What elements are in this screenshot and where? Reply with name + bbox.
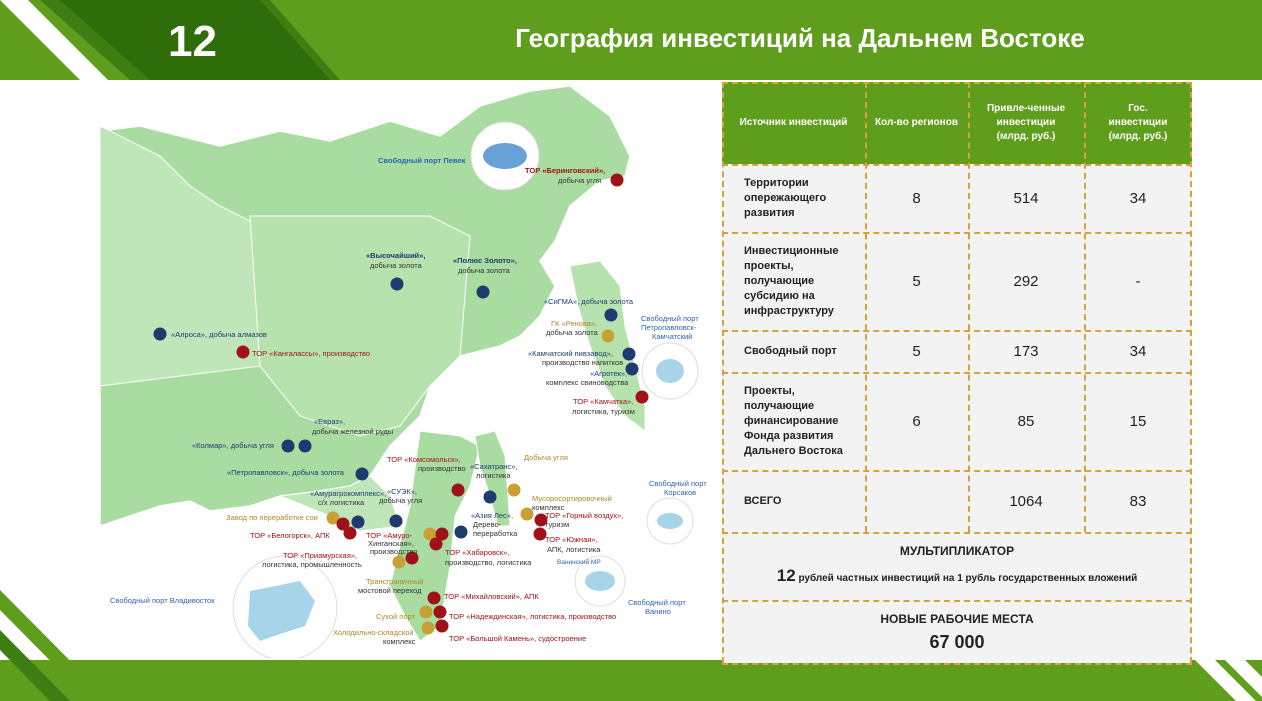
marker-nadezh: [434, 606, 447, 619]
table-row: [722, 232, 1192, 330]
row-state: 15: [1129, 412, 1147, 430]
label-evraz-1: «Евраз»,: [314, 417, 346, 426]
marker-sigma: [605, 309, 618, 322]
marker-bkamen: [436, 620, 449, 633]
label-amurkhin-1: ТОР «Амуро-: [366, 531, 413, 540]
row-source: Свободный порт: [744, 344, 837, 357]
label-soy: Завод по переработке сои: [226, 513, 318, 522]
divider: [722, 232, 1192, 234]
marker-kangalassy: [237, 346, 250, 359]
marker-petropavlovsk: [356, 468, 369, 481]
marker-evraz-2: [299, 440, 312, 453]
label-belogorsk: ТОР «Белогорск», АПК: [250, 531, 330, 540]
label-khab-2: производство, логистика: [445, 558, 532, 567]
label-agrotek-2: комплекс свиноводства: [546, 378, 629, 387]
row-state: 34: [1129, 189, 1147, 207]
row-source: Инвестиционные проекты, получающие субсидию на инфраструктуру: [744, 244, 839, 317]
divider: [1084, 82, 1086, 532]
label-transgr-2: мостовой переход: [358, 586, 422, 595]
header-source: Источник инвестиций: [739, 117, 848, 128]
marker-alrosa: [154, 328, 167, 341]
label-priamur-2: логистика, промышленность: [262, 560, 362, 569]
label-kamchatka-2: логистика, туризм: [572, 407, 635, 416]
row-source: Территории опережающего развития: [744, 176, 827, 219]
marker-beringovsky: [611, 174, 624, 187]
divider: [722, 470, 1192, 472]
label-korsakov-2: Корсаков: [664, 488, 697, 497]
label-evraz-2: добыча железной руды: [312, 427, 394, 436]
marker-suzoy: [420, 606, 433, 619]
marker-amuragro: [352, 516, 365, 529]
label-kamchatka-1: ТОР «Камчатка»,: [573, 397, 634, 406]
marker-renova: [602, 330, 615, 343]
far-east-map: [100, 86, 720, 658]
label-transgr-1: Трансграничный: [366, 577, 424, 586]
label-musor-2: комплекс: [532, 503, 565, 512]
marker-agrotek: [626, 363, 639, 376]
divider: [865, 82, 867, 532]
multiplier-text: рублей частных инвестиций на 1 рубль государственных вложений: [798, 573, 1138, 584]
label-kampivo-2: производство напитков: [542, 358, 624, 367]
row-attracted: 292: [1013, 272, 1039, 290]
label-vysochaishy-1: «Высочайший»,: [366, 251, 426, 260]
label-amurkhin-3: производство: [370, 547, 418, 556]
jobs-title: НОВЫЕ РАБОЧИЕ МЕСТА: [880, 612, 1034, 626]
row-source: ВСЕГО: [744, 494, 782, 507]
label-amurkhin-2: Хинганская»,: [368, 539, 414, 548]
row-regions: 5: [912, 342, 921, 360]
row-source: Проекты, получающие финансирование Фонда развития Дальнего Востока: [744, 384, 843, 457]
label-musor-1: Мусоросортировочный: [532, 494, 612, 503]
marker-kampivo: [623, 348, 636, 361]
label-holod-1: Холодильно-складской: [333, 628, 414, 637]
label-holod-2: комплекс: [383, 637, 416, 646]
label-coal: Добыча угля: [524, 453, 568, 462]
divider: [722, 372, 1192, 374]
table-row: [722, 372, 1192, 470]
marker-evraz-1: [282, 440, 295, 453]
row-regions: [865, 470, 968, 532]
label-priamur-1: ТОР «Приамурская»,: [283, 551, 358, 560]
label-amuragro-2: с/х логистика: [318, 498, 365, 507]
row-attracted: 173: [1013, 342, 1039, 360]
marker-suek: [390, 515, 403, 528]
divider: [722, 600, 1192, 602]
label-komsomolsk-1: ТОР «Комсомольск»,: [387, 455, 461, 464]
label-polyus-2: добыча золота: [458, 266, 510, 275]
jobs-value: 67 000: [929, 632, 985, 652]
label-pevek: Свободный порт Певек: [378, 156, 466, 165]
multiplier-title: МУЛЬТИПЛИКАТОР: [899, 544, 1015, 558]
label-polyus-1: «Полюс Золото»,: [453, 256, 517, 265]
multiplier-value: 12: [776, 566, 796, 585]
row-state: -: [1135, 272, 1141, 290]
footer-stripes-right: [1190, 655, 1262, 701]
label-vanino-1: Свободный порт: [628, 598, 686, 607]
label-mikhail: ТОР «Михайловский», АПК: [444, 592, 539, 601]
header-state: Гос. инвестиции (млрд. руб.): [1108, 103, 1168, 142]
marker-kamchatka: [636, 391, 649, 404]
table-row-total: [722, 470, 1192, 532]
divider: [722, 82, 1192, 84]
label-renova-2: добыча золота: [546, 328, 598, 337]
label-petropavl-3: Камчатский: [652, 332, 693, 341]
marker-holod: [422, 622, 435, 635]
label-kampivo-1: «Камчатский пивзавод»,: [528, 349, 613, 358]
marker-polyus: [477, 286, 490, 299]
label-gorny-2: туризм: [545, 520, 570, 529]
marker-komsomolsk: [452, 484, 465, 497]
label-petropavlovsk: «Петропавловск», добыча золота: [227, 468, 344, 477]
label-gorny-1: ТОР «Горный воздух»,: [545, 511, 624, 520]
label-komsomolsk-2: производство: [418, 464, 466, 473]
divider: [722, 330, 1192, 332]
label-aziales-3: переработка: [473, 529, 518, 538]
label-bkamen: ТОР «Большой Камень», судостроение: [449, 634, 587, 643]
marker-aziales: [455, 526, 468, 539]
marker-belogorsk-2: [344, 527, 357, 540]
divider: [722, 532, 1192, 534]
row-state: 34: [1129, 342, 1147, 360]
vanino-inset-shape: [585, 571, 615, 591]
label-beringovsky-2: добыча угля: [558, 176, 602, 185]
multiplier-line: [722, 566, 1192, 586]
label-petropavl-1: Свободный порт: [641, 314, 699, 323]
label-vanino-2: Ванино: [645, 607, 671, 616]
label-sakhtrans-1: «Сахатранс»,: [470, 462, 518, 471]
slide-number: 12: [168, 17, 217, 66]
label-vaninsky: Ванинский МР: [557, 559, 601, 566]
marker-mikhail: [428, 592, 441, 605]
label-nadezh: ТОР «Надеждинская», логистика, производство: [449, 612, 617, 621]
marker-priamur-2: [393, 556, 406, 569]
label-yuzhnaya-1: ТОР «Южная»,: [545, 535, 598, 544]
label-aziales-2: Дерево-: [473, 520, 502, 529]
label-petropavl-2: Петропавловск-: [641, 323, 697, 332]
table-row: [722, 164, 1192, 232]
header-regions: Кол-во регионов: [875, 117, 958, 128]
label-yuzhnaya-2: АПК, логистика: [547, 545, 601, 554]
row-attracted: 514: [1013, 189, 1039, 207]
marker-vysochaishy: [391, 278, 404, 291]
label-amuragro-1: «Амурагрокомплекс»,: [310, 489, 387, 498]
label-suzoy: Сухой порт: [376, 612, 415, 621]
row-attracted: 1064: [1009, 492, 1043, 510]
label-alrosa: «Алроса», добыча алмазов: [171, 330, 267, 339]
divider: [722, 663, 1192, 665]
label-kangalassy: ТОР «Кангалассы», производство: [252, 349, 371, 358]
row-attracted: 85: [1017, 412, 1035, 430]
divider: [968, 82, 970, 532]
label-suek-1: «СУЭК»,: [387, 487, 417, 496]
label-aziales-1: «Азия Лес»,: [471, 511, 514, 520]
row-state: 83: [1129, 492, 1147, 510]
investment-table: [722, 82, 1192, 665]
petropavlovsk-inset-shape: [656, 359, 684, 383]
label-korsakov-1: Свободный порт: [649, 479, 707, 488]
label-khab-1: ТОР «Хабаровск»,: [445, 548, 510, 557]
table-row: [722, 330, 1192, 372]
pevek-inset-shape: [483, 143, 527, 169]
label-kolmar: «Колмар», добыча угля: [192, 441, 274, 450]
divider: [722, 164, 1192, 166]
slide-title: География инвестиций на Дальнем Востоке: [515, 23, 1085, 53]
label-vladivostok: Свободный порт Владивосток: [110, 596, 215, 605]
label-agrotek-1: «Агротек»,: [590, 369, 628, 378]
label-suek-2: добыча угля: [379, 496, 423, 505]
label-renova-1: ГК «Ренова»,: [551, 319, 598, 328]
label-vysochaishy-2: добыча золота: [370, 261, 422, 270]
label-beringovsky-1: ТОР «Беринговский»,: [525, 166, 606, 175]
row-regions: 6: [912, 412, 921, 430]
marker-khab: [430, 538, 443, 551]
label-sakhtrans-2: логистика: [476, 471, 511, 480]
footer-bar: [0, 660, 1262, 701]
marker-sakhtrans: [484, 491, 497, 504]
label-sigma: «СиГМА», добыча золота: [544, 297, 634, 306]
row-regions: 5: [912, 272, 921, 290]
header-attracted: Привле-ченные инвестиции (млрд. руб.): [986, 103, 1066, 142]
korsakov-inset-shape: [657, 513, 683, 529]
marker-coal: [508, 484, 521, 497]
row-regions: 8: [912, 189, 921, 207]
